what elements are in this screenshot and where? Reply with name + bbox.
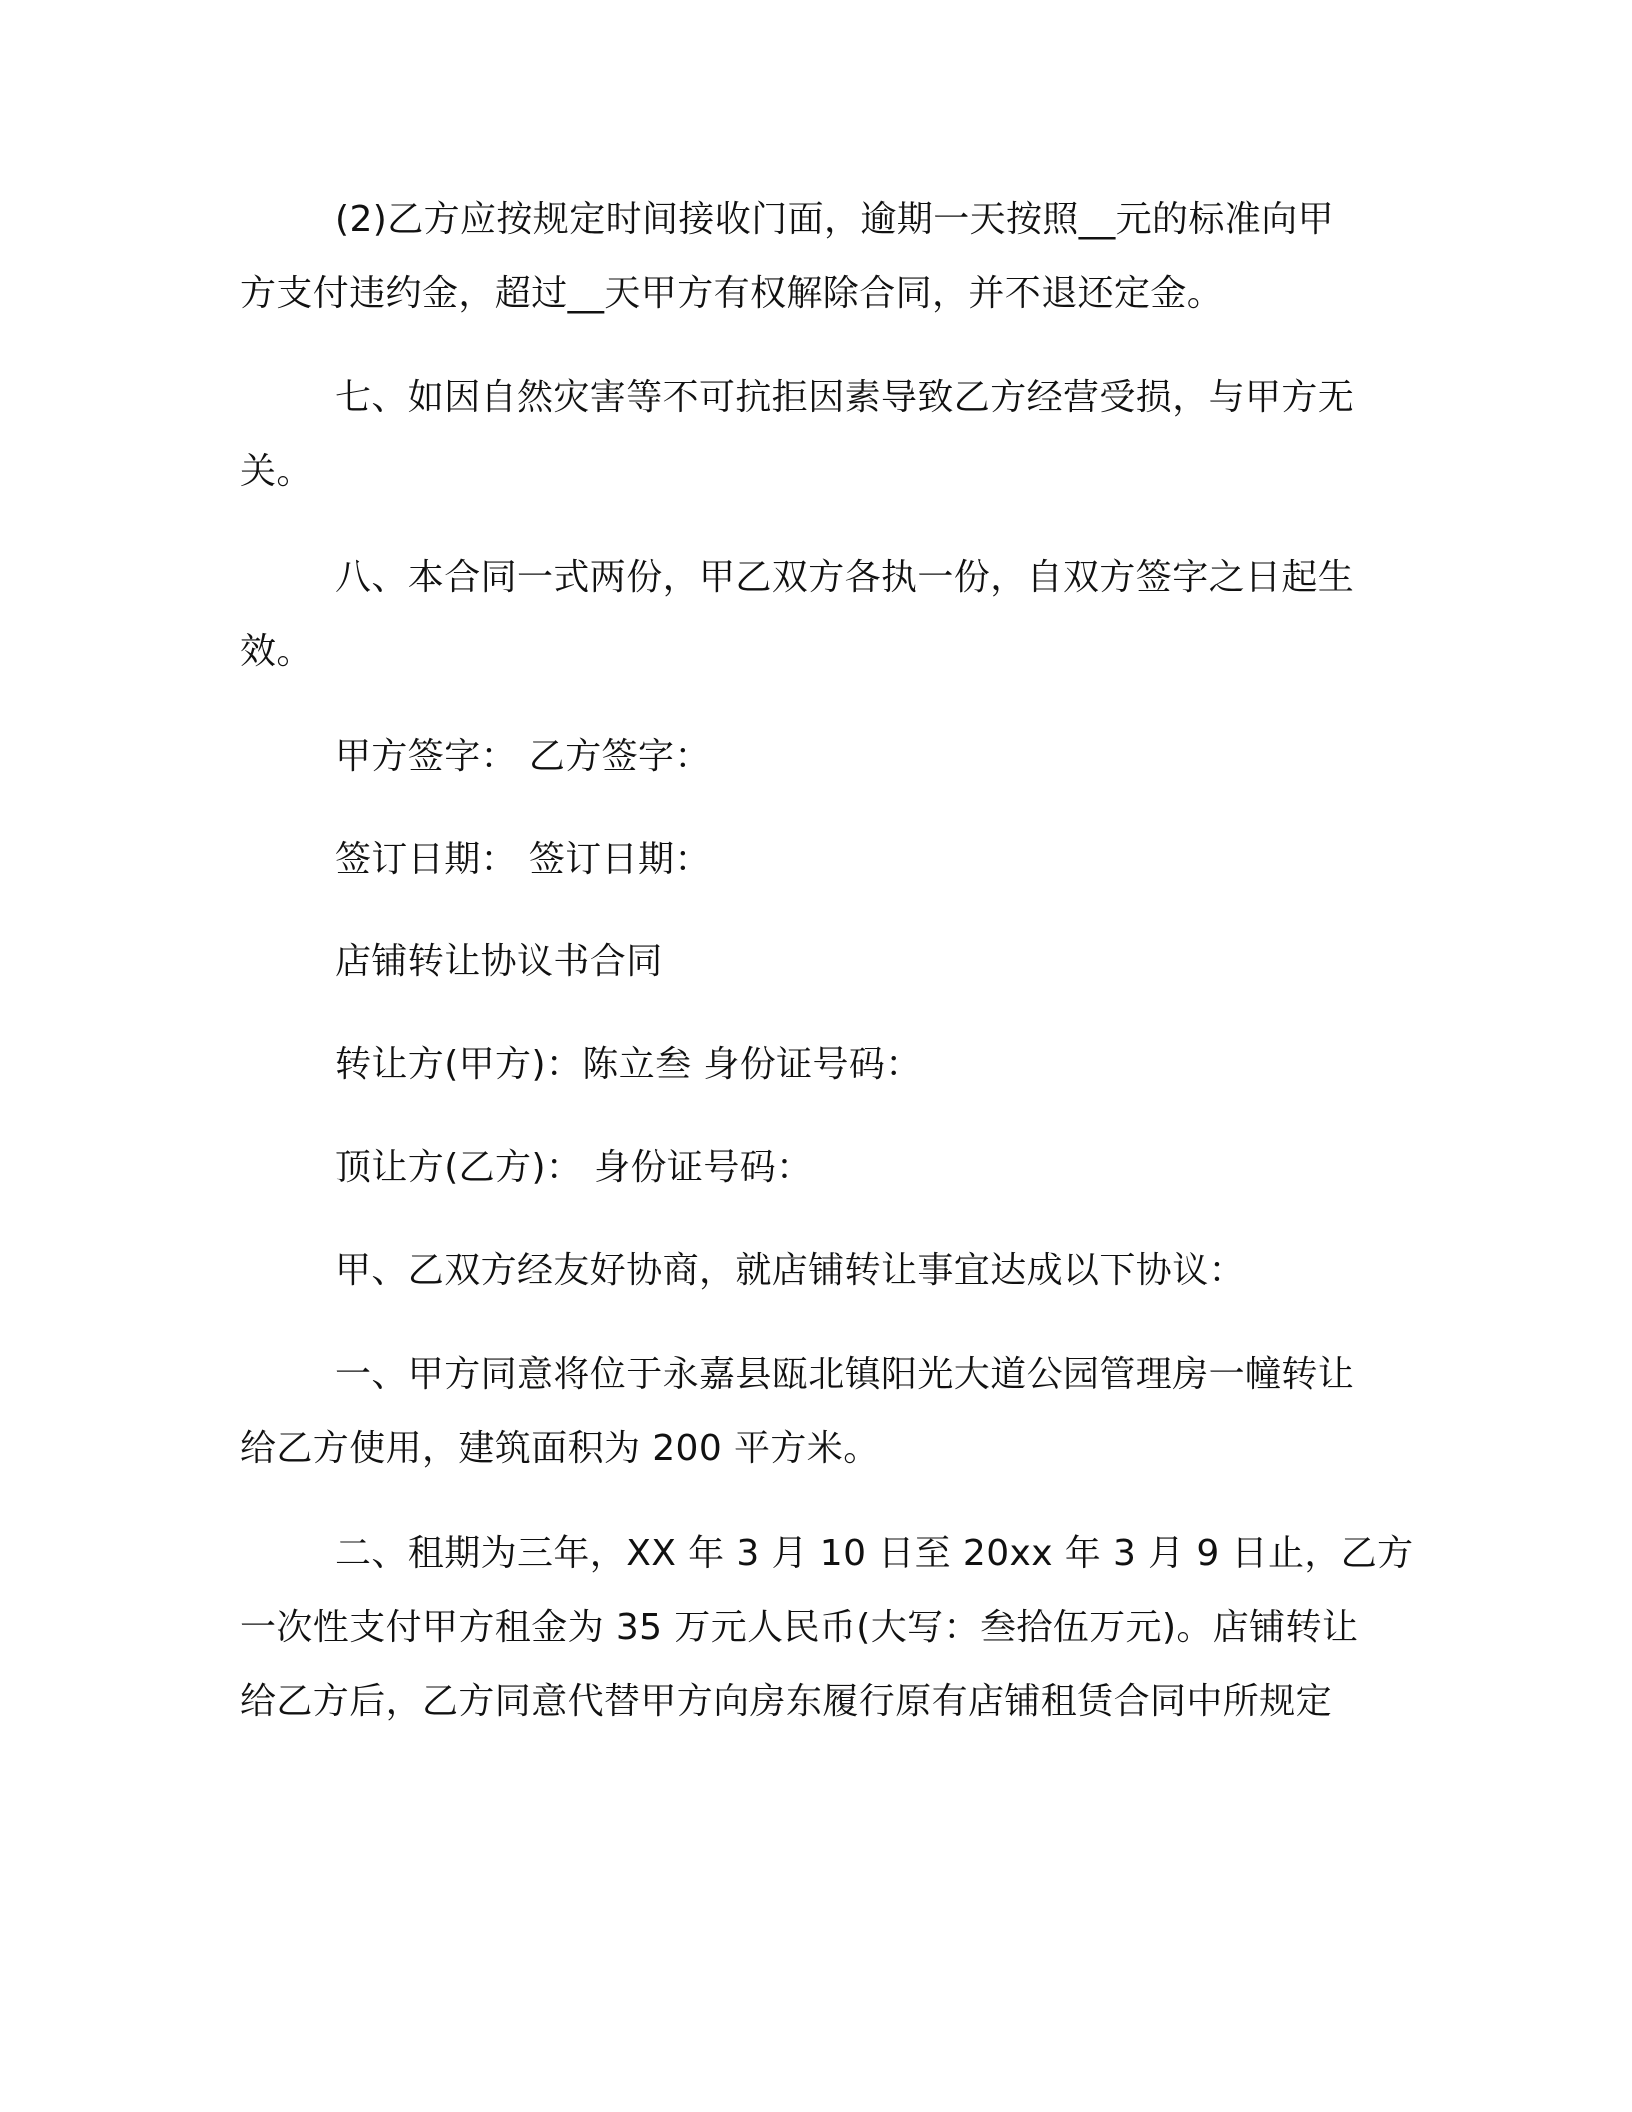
signature-line: 甲方签字： 乙方签字：	[335, 736, 711, 777]
contract-title: 店铺转让协议书合同	[335, 941, 663, 982]
clause-2-line-3: 给乙方后，乙方同意代替甲方向房东履行原有店铺租赁合同中所规定	[240, 1681, 1333, 1722]
transferor-line: 转让方(甲方)：陈立叁 身份证号码：	[335, 1044, 922, 1085]
clause-6-2-line-1: (2)乙方应按规定时间接收门面，逾期一天按照__元的标准向甲	[335, 199, 1334, 240]
clause-7-line-1: 七、如因自然灾害等不可抗拒因素导致乙方经营受损，与甲方无	[335, 377, 1355, 418]
agreement-intro-line: 甲、乙双方经友好协商，就店铺转让事宜达成以下协议：	[335, 1250, 1246, 1291]
clause-2-line-1: 二、租期为三年，XX 年 3 月 10 日至 20xx 年 3 月 9 日止，乙方	[335, 1533, 1414, 1574]
clause-1-line-1: 一、甲方同意将位于永嘉县瓯北镇阳光大道公园管理房一幢转让	[335, 1354, 1355, 1395]
clause-8-line-2: 效。	[240, 631, 313, 672]
clause-8-line-1: 八、本合同一式两份，甲乙双方各执一份，自双方签字之日起生	[335, 557, 1355, 598]
sign-date-line: 签订日期： 签订日期：	[335, 839, 711, 880]
clause-2-line-2: 一次性支付甲方租金为 35 万元人民币(大写：叁拾伍万元)。店铺转让	[240, 1607, 1359, 1648]
clause-1-line-2: 给乙方使用，建筑面积为 200 平方米。	[240, 1428, 880, 1469]
transferee-line: 顶让方(乙方)： 身份证号码：	[335, 1147, 813, 1188]
clause-6-2-line-2: 方支付违约金，超过__天甲方有权解除合同，并不退还定金。	[240, 273, 1224, 314]
clause-7-line-2: 关。	[240, 451, 313, 492]
